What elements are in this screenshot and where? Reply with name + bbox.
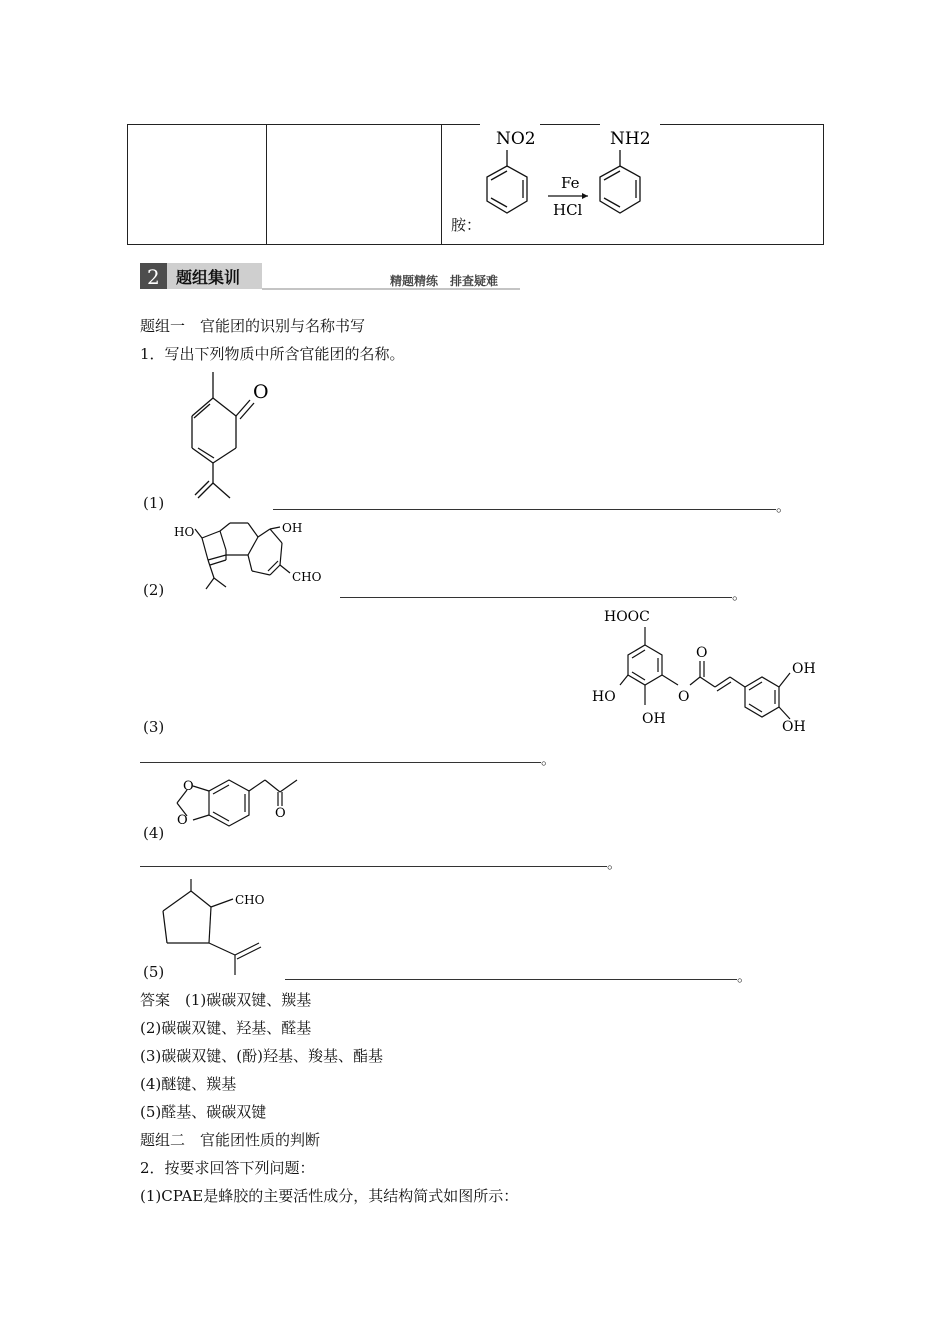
- atom-label: O: [253, 381, 269, 403]
- group1-heading: 题组一 官能团的识别与名称书写: [140, 317, 366, 335]
- question-2-sub-1: (1)CPAE是蜂胶的主要活性成分，其结构简式如图所示：: [140, 1187, 519, 1205]
- item-3-label: (3): [143, 718, 165, 736]
- atom-label: HO: [592, 689, 616, 705]
- item-2-label: (2): [143, 581, 165, 599]
- structure-1: [170, 368, 290, 508]
- nitrobenzene-ring: [487, 150, 527, 213]
- item-1-label: (1): [143, 494, 165, 512]
- reaction-arrowhead: [582, 193, 588, 199]
- atom-label: O: [275, 806, 286, 821]
- amine-label: 胺：: [451, 216, 482, 234]
- atom-label: O: [678, 689, 690, 705]
- atom-label: OH: [282, 521, 303, 535]
- answer-blank-1[interactable]: [273, 509, 776, 510]
- question-2: 2．按要求回答下列问题：: [140, 1159, 315, 1177]
- amino-group-label: NH2: [610, 129, 651, 149]
- answer-4: (4)醚键、羰基: [140, 1075, 237, 1093]
- atom-label: HOOC: [604, 609, 650, 625]
- answer-blank-3[interactable]: [140, 762, 541, 763]
- answer-blank-5[interactable]: [285, 979, 737, 980]
- structure-2: [170, 515, 330, 605]
- atom-label: O: [696, 645, 708, 661]
- item-5-label: (5): [143, 963, 165, 981]
- section-banner: [140, 263, 520, 291]
- nitrobenzene-to-aniline-reaction: [470, 118, 670, 240]
- item-4-end: 。: [607, 854, 623, 872]
- atom-label: OH: [642, 711, 666, 727]
- item-3-end: 。: [541, 750, 557, 768]
- atom-label: HO: [174, 525, 195, 539]
- structure-3: [590, 605, 820, 735]
- atom-label: CHO: [235, 893, 265, 907]
- item-1-end: 。: [776, 497, 792, 515]
- banner-number: 2: [147, 265, 160, 289]
- atom-label: OH: [782, 719, 806, 735]
- answer-1: 答案 (1)碳碳双键、羰基: [140, 991, 312, 1009]
- banner-subtitle: 精题精练 排查疑难: [390, 274, 499, 288]
- answer-3: (3)碳碳双键、(酚)羟基、羧基、酯基: [140, 1047, 383, 1065]
- nitro-group-label: NO2: [496, 129, 536, 149]
- atom-label: O: [183, 779, 194, 794]
- item-2-end: 。: [732, 585, 748, 603]
- atom-label: OH: [792, 661, 816, 677]
- answer-5: (5)醛基、碳碳双键: [140, 1103, 267, 1121]
- table-cell-empty-1: [128, 125, 267, 245]
- table-cell-empty-2: [267, 125, 442, 245]
- atom-label: CHO: [292, 570, 322, 584]
- question-1: 1．写出下列物质中所含官能团的名称。: [140, 345, 405, 363]
- banner-title: 题组集训: [176, 268, 241, 287]
- answer-blank-4[interactable]: [140, 866, 607, 867]
- atom-label: O: [177, 813, 188, 828]
- group2-heading: 题组二 官能团性质的判断: [140, 1131, 321, 1149]
- structure-5: [155, 875, 295, 980]
- answer-2: (2)碳碳双键、羟基、醛基: [140, 1019, 312, 1037]
- item-4-label: (4): [143, 824, 165, 842]
- reagent-hcl: HCl: [553, 201, 583, 219]
- item-5-end: 。: [737, 967, 753, 985]
- aniline-ring: [600, 150, 640, 213]
- answer-blank-2[interactable]: [340, 597, 732, 598]
- reagent-fe: Fe: [561, 174, 580, 192]
- structure-4: [165, 770, 335, 840]
